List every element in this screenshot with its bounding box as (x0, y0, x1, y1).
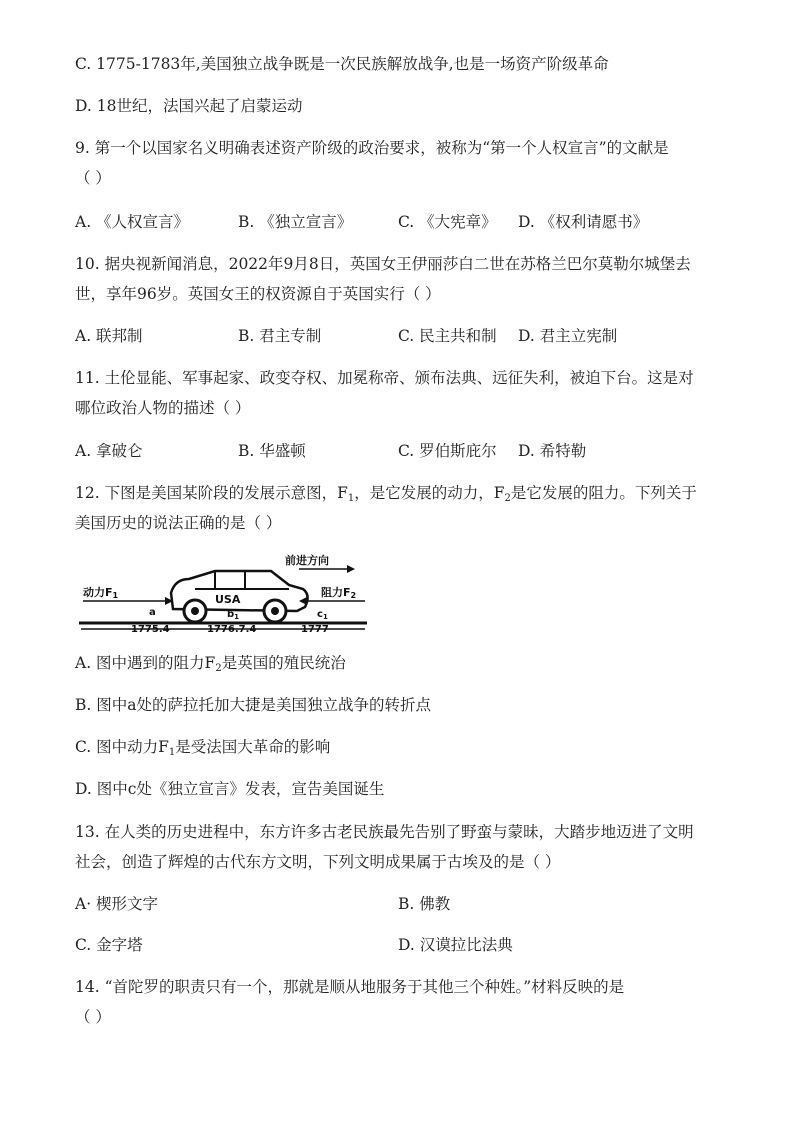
mark-c-letter: c (317, 609, 323, 620)
q14-stem: 14. “首陀罗的职责只有一个，那就是顺从地服务于其他三个种姓。”材料反映的是 (75, 978, 625, 996)
q10-stem-1: 10. 据央视新闻消息，2022年9月8日，英国女王伊丽莎白二世在苏格兰巴尔莫勒尔城堡去 (75, 255, 691, 273)
q9-blank: （ ） (75, 169, 111, 187)
q13-option-d: D. 汉谟拉比法典 (398, 936, 513, 954)
q11-stem-1: 11. 土伦显能、军事起家、政变夺权、加冕称帝、颁布法典、远征失利，被迫下台。这是对 (75, 369, 694, 387)
q13-option-c: C. 金字塔 (75, 936, 143, 954)
q12-option-a (75, 653, 346, 679)
q10-stem-2: 世，享年96岁。英国女王的权资源自于英国实行（ ） (75, 285, 441, 303)
q10-option-a: A. 联邦制 (75, 327, 143, 345)
q12-option-a-sub: 2 (215, 663, 222, 674)
q8-option-d: D. 18世纪，法国兴起了启蒙运动 (75, 97, 303, 115)
direction-label: 前进方向 (285, 554, 329, 567)
q13-stem-2: 社会，创造了辉煌的古代东方文明，下列文明成果属于古埃及的是（ ） (75, 853, 561, 871)
q12-option-c-sub: 1 (168, 747, 176, 758)
q12-stem-part: 12. 下图是美国某阶段的发展示意图，F (75, 484, 348, 502)
q12-option-c (75, 737, 330, 763)
direction-arrowhead (347, 565, 355, 573)
q10-option-c: C. 民主共和制 (398, 327, 497, 345)
q11-option-c: C. 罗伯斯庇尔 (398, 442, 497, 460)
mark-b-letter: b (227, 609, 235, 620)
date-1: 1775.4 (131, 624, 170, 633)
q12-stem-2: 美国历史的说法正确的是（ ） (75, 514, 282, 532)
q11-option-b: B. 华盛顿 (238, 442, 306, 460)
q12-stem-part: 是它发展的阻力。下列关于 (510, 484, 697, 502)
q13-option-a: A· 楔形文字 (75, 895, 159, 913)
q12-sub-2: 2 (504, 493, 511, 504)
car-hub (191, 607, 199, 615)
q9-option-c: C. 《大宪章》 (398, 213, 497, 231)
q12-sub-1: 1 (347, 493, 355, 504)
q11-stem-2: 哪位政治人物的描述（ ） (75, 399, 251, 417)
mark-a: a (149, 607, 156, 618)
q12-stem-1 (75, 483, 697, 509)
force2-sub: 2 (350, 591, 357, 600)
q12-option-b: B. 图中a处的萨拉托加大捷是美国独立战争的转折点 (75, 696, 431, 714)
q13-option-b: B. 佛教 (398, 895, 451, 913)
force2-arrowhead (299, 597, 307, 605)
q12-stem-part: ，是它发展的动力，F (354, 484, 505, 502)
q9-stem: 9. 第一个以国家名义明确表述资产阶级的政治要求，被称为“第一个人权宣言”的文献是 (75, 139, 669, 157)
q14-blank: （ ） (75, 1008, 111, 1026)
q8-option-c: C. 1775-1783年,美国独立战争既是一次民族解放战争,也是一场资产阶级革命 (75, 55, 609, 73)
force1-sub: 1 (112, 591, 119, 600)
q9-option-d: D. 《权利请愿书》 (518, 213, 649, 231)
date-2: 1776.7.4 (207, 624, 257, 633)
q12-option-d: D. 图中c处《独立宣言》发表，宣告美国诞生 (75, 780, 385, 798)
q12-option-c-text: C. 图中动力F (75, 738, 169, 756)
force1-label (83, 585, 119, 600)
force2-label (321, 585, 356, 600)
q11-option-a: A. 拿破仑 (75, 442, 143, 460)
car-label: USA (215, 593, 241, 606)
q10-option-b: B. 君主专制 (238, 327, 322, 345)
q9-option-b: B. 《独立宣言》 (238, 213, 353, 231)
us-development-diagram (75, 549, 371, 633)
q12-option-c-text: 是受法国大革命的影响 (175, 738, 331, 756)
q11-option-d: D. 希特勒 (518, 442, 587, 460)
date-3: 1777 (301, 624, 329, 633)
mark-b-sub: 1 (234, 613, 240, 621)
force1-text: 动力F (83, 586, 113, 599)
force2-text: 阻力F (321, 586, 351, 599)
q10-option-d: D. 君主立宪制 (518, 327, 618, 345)
q13-stem-1: 13. 在人类的历史进程中，东方许多古老民族最先告别了野蛮与蒙昧，大踏步地迈进了文明 (75, 823, 694, 841)
car-hub (271, 607, 279, 615)
q12-option-a-text: A. 图中遇到的阻力F (75, 654, 216, 672)
q12-option-a-text: 是英国的殖民统治 (221, 654, 346, 672)
mark-c (317, 609, 328, 621)
q9-option-a: A. 《人权宣言》 (75, 213, 190, 231)
mark-c-sub: 1 (322, 613, 328, 621)
